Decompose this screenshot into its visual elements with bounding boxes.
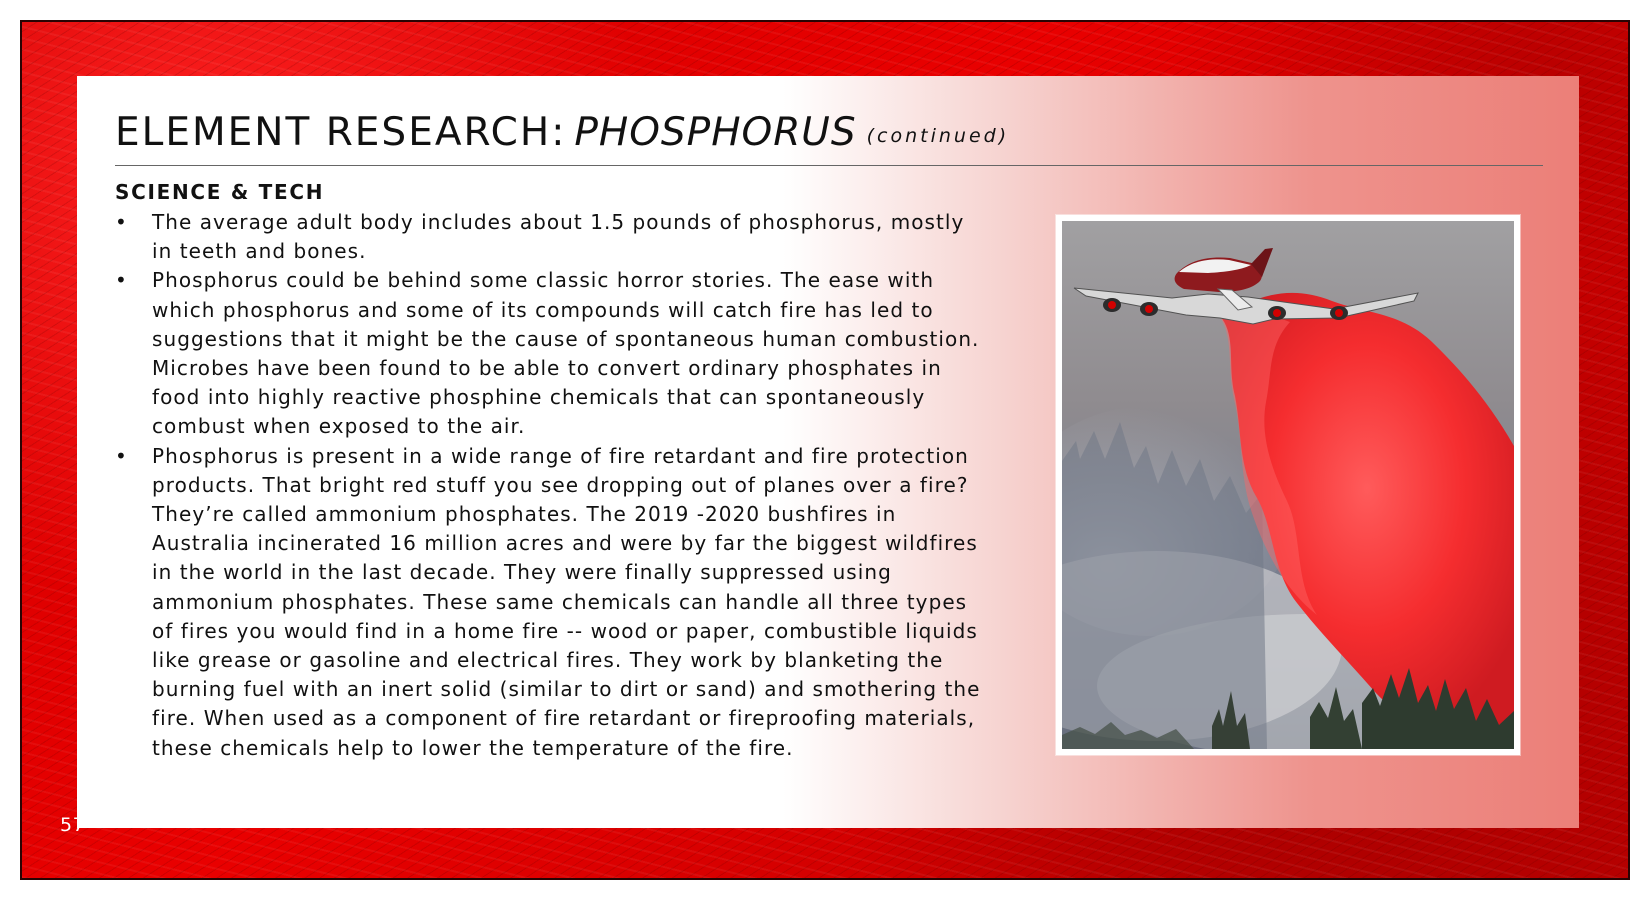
- fact-bullet: [115, 266, 990, 441]
- bullet-icon: •: [115, 443, 128, 468]
- fact-bullet: [115, 442, 990, 763]
- title-continued: (continued): [866, 125, 1010, 147]
- section-heading: SCIENCE & TECH: [115, 180, 325, 204]
- title-element: PHOSPHORUS: [574, 110, 857, 155]
- fact-bullet: [115, 208, 990, 266]
- fact-text: The average adult body includes about 1.5 pounds of phosphorus, mostly in teeth and bones.: [152, 210, 965, 264]
- bullet-icon: •: [115, 210, 128, 234]
- airplane-firefighting-photo: [1056, 215, 1520, 755]
- bullet-icon: •: [115, 268, 128, 293]
- fact-list: [115, 208, 990, 763]
- airplane-firefighting-photo-icon: [1062, 221, 1514, 749]
- slide-red-frame: [20, 20, 1630, 880]
- slide-number: 57: [60, 814, 86, 836]
- title-lead: ELEMENT RESEARCH:: [115, 110, 567, 155]
- content-panel: [77, 76, 1579, 828]
- title-divider: [115, 165, 1543, 166]
- fact-text: Phosphorus is present in a wide range of fire retardant and fire protection products. That bright red stuff you see dropping out of planes over a fire? They’re called ammonium phosphates. The 2019 -2020 bushfires in Australia incinerated 16 million acres and were by far the biggest wildfires in the world in the last decade. They were finally suppressed using ammonium phosphates. These same chemicals can handle all three types of fires you would find in a home fire -- wood or paper, combustible liquids like grease or gasoline and electrical fires. They work by blanketing the burning fuel with an inert solid (similar to dirt or sand) and smothering the fire. When used as a component of fire retardant or fireproofing materials, these chemicals help to lower the temperature of the fire.: [152, 443, 981, 760]
- slide-title: [115, 110, 1009, 166]
- fact-text: Phosphorus could be behind some classic horror stories. The ease with which phosphorus and some of its compounds will catch fire has led to suggestions that it might be the cause of spontaneous human combustion. Microbes have been found to be able to convert ordinary phosphates in food into highly reactive phosphine chemicals that can spontaneously combust when exposed to the air.: [152, 268, 980, 439]
